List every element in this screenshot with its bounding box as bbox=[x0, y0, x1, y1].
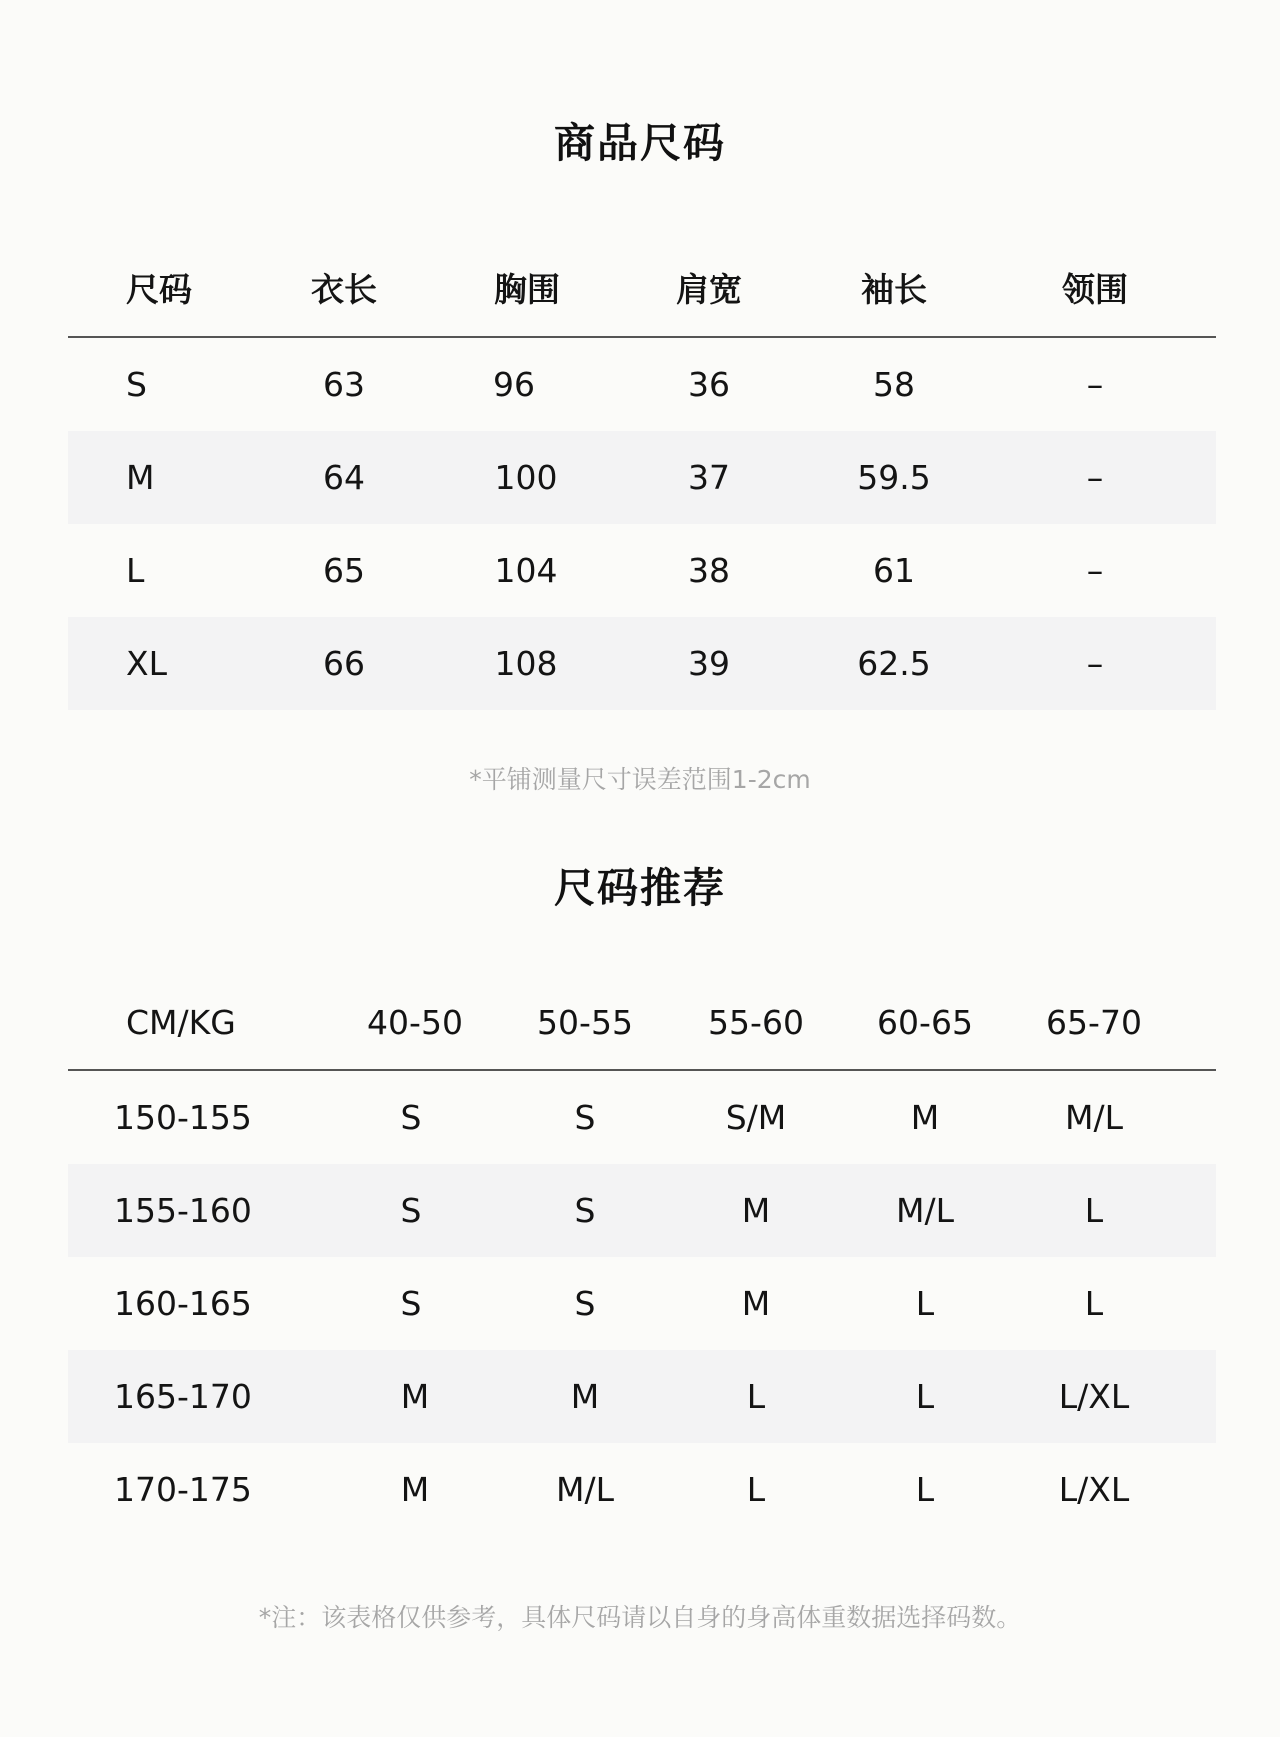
size-cell: L bbox=[1084, 1284, 1104, 1323]
header-weight-60-65: 60-65 bbox=[877, 1003, 973, 1042]
recommendation-title: 尺码推荐 bbox=[554, 864, 726, 912]
header-collar: 领围 bbox=[1062, 270, 1128, 309]
shoulder-cell: 37 bbox=[688, 458, 730, 497]
sleeve-cell: 62.5 bbox=[857, 644, 931, 683]
size-cell: S/M bbox=[725, 1098, 787, 1137]
size-cell: S bbox=[126, 365, 147, 404]
size-cell: M bbox=[126, 458, 155, 497]
size-cell: M/L bbox=[896, 1191, 954, 1230]
size-cell: L bbox=[1084, 1191, 1104, 1230]
size-cell: L bbox=[915, 1284, 935, 1323]
height-cell: 160-165 bbox=[114, 1284, 252, 1323]
size-cell: L bbox=[915, 1470, 935, 1509]
header-weight-55-60: 55-60 bbox=[708, 1003, 804, 1042]
chest-cell: 100 bbox=[494, 458, 558, 497]
table-row bbox=[68, 338, 1216, 431]
size-cell: M/L bbox=[556, 1470, 614, 1509]
height-cell: 165-170 bbox=[114, 1377, 252, 1416]
table-row bbox=[68, 1257, 1216, 1350]
shoulder-cell: 39 bbox=[688, 644, 730, 683]
chest-cell: 104 bbox=[494, 551, 558, 590]
header-shoulder: 肩宽 bbox=[676, 270, 742, 309]
table-row bbox=[68, 1071, 1216, 1164]
header-chest: 胸围 bbox=[494, 270, 560, 309]
size-cell: L/XL bbox=[1058, 1377, 1130, 1416]
collar-cell: – bbox=[1086, 551, 1104, 590]
size-cell: S bbox=[574, 1098, 596, 1137]
size-chart-title: 商品尺码 bbox=[554, 119, 726, 167]
collar-cell: – bbox=[1086, 458, 1104, 497]
size-cell: L bbox=[915, 1377, 935, 1416]
length-cell: 66 bbox=[323, 644, 365, 683]
recommendation-header-row bbox=[68, 976, 1216, 1069]
size-cell: S bbox=[574, 1191, 596, 1230]
size-cell: L/XL bbox=[1058, 1470, 1130, 1509]
table-row bbox=[68, 617, 1216, 710]
size-cell: M bbox=[570, 1377, 600, 1416]
size-cell: S bbox=[400, 1191, 422, 1230]
collar-cell: – bbox=[1086, 365, 1104, 404]
header-weight-40-50: 40-50 bbox=[367, 1003, 463, 1042]
size-cell: M bbox=[910, 1098, 940, 1137]
header-weight-65-70: 65-70 bbox=[1046, 1003, 1142, 1042]
table-row bbox=[68, 1443, 1216, 1536]
size-cell: M bbox=[400, 1377, 430, 1416]
shoulder-cell: 38 bbox=[688, 551, 730, 590]
header-height-weight: CM/KG bbox=[126, 1003, 236, 1042]
table-row bbox=[68, 524, 1216, 617]
header-weight-50-55: 50-55 bbox=[537, 1003, 633, 1042]
size-cell: S bbox=[574, 1284, 596, 1323]
header-sleeve: 袖长 bbox=[861, 270, 927, 309]
header-length: 衣长 bbox=[311, 270, 377, 309]
size-cell: S bbox=[400, 1284, 422, 1323]
header-size: 尺码 bbox=[126, 270, 192, 309]
size-cell: L bbox=[126, 551, 145, 590]
length-cell: 64 bbox=[323, 458, 365, 497]
size-cell: S bbox=[400, 1098, 422, 1137]
table-row bbox=[68, 431, 1216, 524]
measurement-note: *平铺测量尺寸误差范围1-2cm bbox=[469, 765, 811, 794]
size-cell: M bbox=[741, 1284, 771, 1323]
chest-cell: 108 bbox=[494, 644, 558, 683]
height-cell: 170-175 bbox=[114, 1470, 252, 1509]
sleeve-cell: 61 bbox=[873, 551, 915, 590]
chest-cell: 96 bbox=[493, 365, 535, 404]
sleeve-cell: 58 bbox=[873, 365, 915, 404]
size-chart-header-row bbox=[68, 243, 1216, 336]
table-row bbox=[68, 1164, 1216, 1257]
height-cell: 155-160 bbox=[114, 1191, 252, 1230]
shoulder-cell: 36 bbox=[688, 365, 730, 404]
size-cell: M bbox=[741, 1191, 771, 1230]
size-cell: L bbox=[746, 1377, 766, 1416]
recommendation-table bbox=[68, 976, 1216, 1536]
length-cell: 63 bbox=[323, 365, 365, 404]
size-cell: M bbox=[400, 1470, 430, 1509]
size-cell: XL bbox=[126, 644, 167, 683]
recommendation-note: *注：该表格仅供参考，具体尺码请以自身的身高体重数据选择码数。 bbox=[258, 1603, 1022, 1632]
size-cell: L bbox=[746, 1470, 766, 1509]
table-row bbox=[68, 1350, 1216, 1443]
sleeve-cell: 59.5 bbox=[857, 458, 931, 497]
size-cell: M/L bbox=[1065, 1098, 1123, 1137]
size-chart-table bbox=[68, 243, 1216, 710]
length-cell: 65 bbox=[323, 551, 365, 590]
height-cell: 150-155 bbox=[114, 1098, 252, 1137]
collar-cell: – bbox=[1086, 644, 1104, 683]
